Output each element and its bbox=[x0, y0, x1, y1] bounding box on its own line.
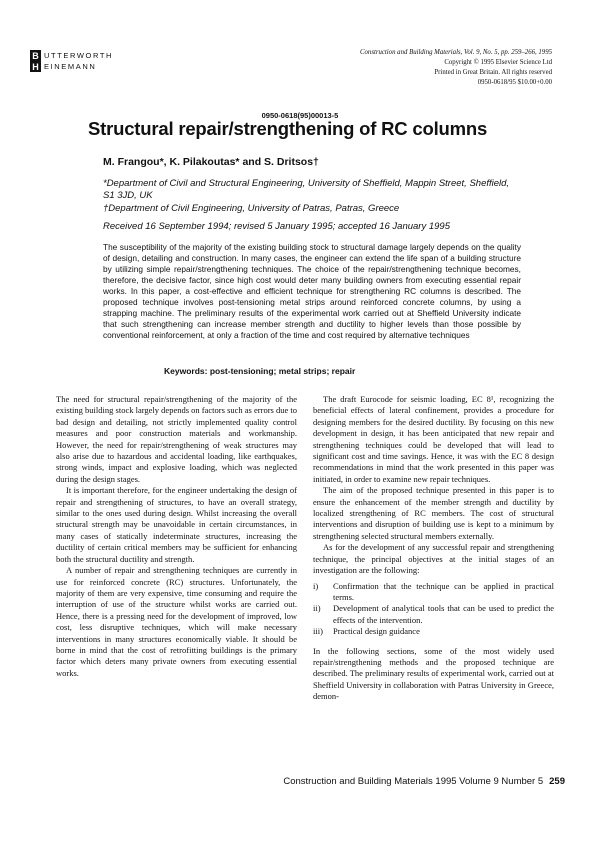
list-text: Practical design guidance bbox=[333, 626, 420, 637]
body-paragraph: As for the development of any successful repair and strengthening technique, the principal objectives at the initial stages of an investigation are the following: bbox=[313, 542, 554, 576]
document-code: 0950-0618(95)00013-5 bbox=[261, 111, 339, 120]
affiliation-sheffield: *Department of Civil and Structural Engineering, University of Sheffield, Mappin Street, Sheffield, S1 3JD, UK bbox=[103, 178, 510, 201]
page-number: 259 bbox=[549, 776, 565, 787]
body-paragraph: The aim of the proposed technique presented in this paper is to ensure the enhancement of the member strength and ductility by localized strengthening of RC members. The cost of structural interventions and disruption of building use is kept to a minimum by strengthening selected structural members externally. bbox=[313, 485, 554, 541]
body-paragraph: A number of repair and strengthening techniques are currently in use for reinforced concrete (RC) structures. Unfortunately, the majority of them are very expensive, time consuming and require the interruption of use of the structure whilst works are carried out. Hence, there is a pressing need for the development of improved, low cost, less disruptive techniques, which will make necessary interventions in many structures economically viable. It should be borne in mind that the cost of retrofitting buildings is the primary factor which deters many private owners from executing essential works. bbox=[56, 565, 297, 678]
abstract: The susceptibility of the majority of the existing building stock to structural damage largely depends on the quality of design, detailing and construction. In many cases, the engineer can extend the life span of a building structure by utilizing simple repair/strengthening techniques. The choice of the repair/strengthening technique becomes, therefore, the decisive factor, since high cost would deter many building owners from executing essential repair works. In this paper, a cost-effective and efficient technique for strengthening RC columns is described. The proposed technique involves post-tensioning metal strips around reinforced concrete columns, by using a strapping machine. The preliminary results of the experimental work carried out at Sheffield University indicate that such strengthening can increase member strength and ductility to higher levels than those possible by conventional reinforcement, at only a fraction of the time and cost required by alternative techniques bbox=[103, 242, 521, 340]
publisher-line1: UTTERWORTH bbox=[44, 51, 114, 60]
paper-title: Structural repair/strengthening of RC columns bbox=[88, 118, 488, 139]
list-text: Development of analytical tools that can be used to predict the effects of the intervention. bbox=[333, 603, 554, 625]
list-number: ii) bbox=[313, 603, 321, 614]
body-column-left bbox=[56, 394, 297, 679]
journal-printed: Printed in Great Britain. All rights reserved bbox=[434, 69, 552, 76]
body-paragraph: It is important therefore, for the engineer undertaking the design of repair and strengthening of structures, to have an overall strategy, similar to the ones used during design. Whilst increasing the overall structural strength may be unavoidable in certain circumstances, in many cases of statically indeterminate structures, increasing the ductility of certain critical members may be sufficient for enhancing both the structural ductility and strength. bbox=[56, 485, 297, 564]
list-number: i) bbox=[313, 580, 319, 591]
publisher-line2: EINEMANN bbox=[44, 62, 97, 71]
publisher-initial-h: H bbox=[30, 61, 41, 72]
list-item bbox=[313, 626, 554, 637]
body-column-right bbox=[313, 394, 554, 703]
page-footer bbox=[283, 776, 565, 787]
body-paragraph: The draft Eurocode for seismic loading, EC 8¹, recognizing the beneficial effects of lateral confinement, provides a procedure for designing members for the desired ductility. By focusing on this new development in design, it has been anticipated that new repair and strengthening techniques could be developed that will lead to significant cost and time savings. Hence, it was with the EC 8 design recommendations in mind that the work presented in this paper was initiated, in order to examine new repair techniques. bbox=[313, 394, 554, 484]
journal-info bbox=[302, 48, 552, 88]
body-paragraph: The need for structural repair/strengthening of the majority of the existing building stock largely depends on factors such as errors due to bad design and detailing, not strictly implemented quality control measures and poor construction materials and workmanship. However, the need for repair/strengthening of weak structures may also arise due to hazardous and accidental loading, like earthquakes, strong winds, impact and explosive loading, which was neglected during the design stages. bbox=[56, 394, 297, 484]
journal-copyright: Copyright © 1995 Elsevier Science Ltd bbox=[444, 59, 552, 66]
objectives-list bbox=[313, 581, 554, 638]
authors: M. Frangou*, K. Pilakoutas* and S. Dritsos† bbox=[103, 156, 319, 168]
list-text: Confirmation that the technique can be applied in practical terms. bbox=[333, 580, 554, 602]
list-item bbox=[313, 581, 554, 604]
affiliation-patras: †Department of Civil Engineering, University of Patras, Patras, Greece bbox=[103, 203, 400, 214]
publisher-initial-b: B bbox=[30, 50, 41, 61]
journal-issn: 0950-0618/95 $10.00+0.00 bbox=[477, 79, 552, 86]
list-number: iii) bbox=[313, 626, 323, 637]
body-paragraph: In the following sections, some of the most widely used repair/strengthening methods and the proposed technique are described. The preliminary results of experimental work, carried out at Sheffield University in collaboration with Patras University in Greece, demon- bbox=[313, 645, 554, 702]
footer-journal: Construction and Building Materials 1995 Volume 9 Number 5 bbox=[283, 776, 544, 787]
received-dates: Received 16 September 1994; revised 5 January 1995; accepted 16 January 1995 bbox=[103, 221, 450, 232]
keywords: Keywords: post-tensioning; metal strips; repair bbox=[164, 366, 356, 376]
journal-citation: Construction and Building Materials, Vol. 9, No. 5, pp. 259–266, 1995 bbox=[359, 49, 552, 56]
publisher-logo bbox=[30, 50, 113, 72]
list-item bbox=[313, 603, 554, 626]
